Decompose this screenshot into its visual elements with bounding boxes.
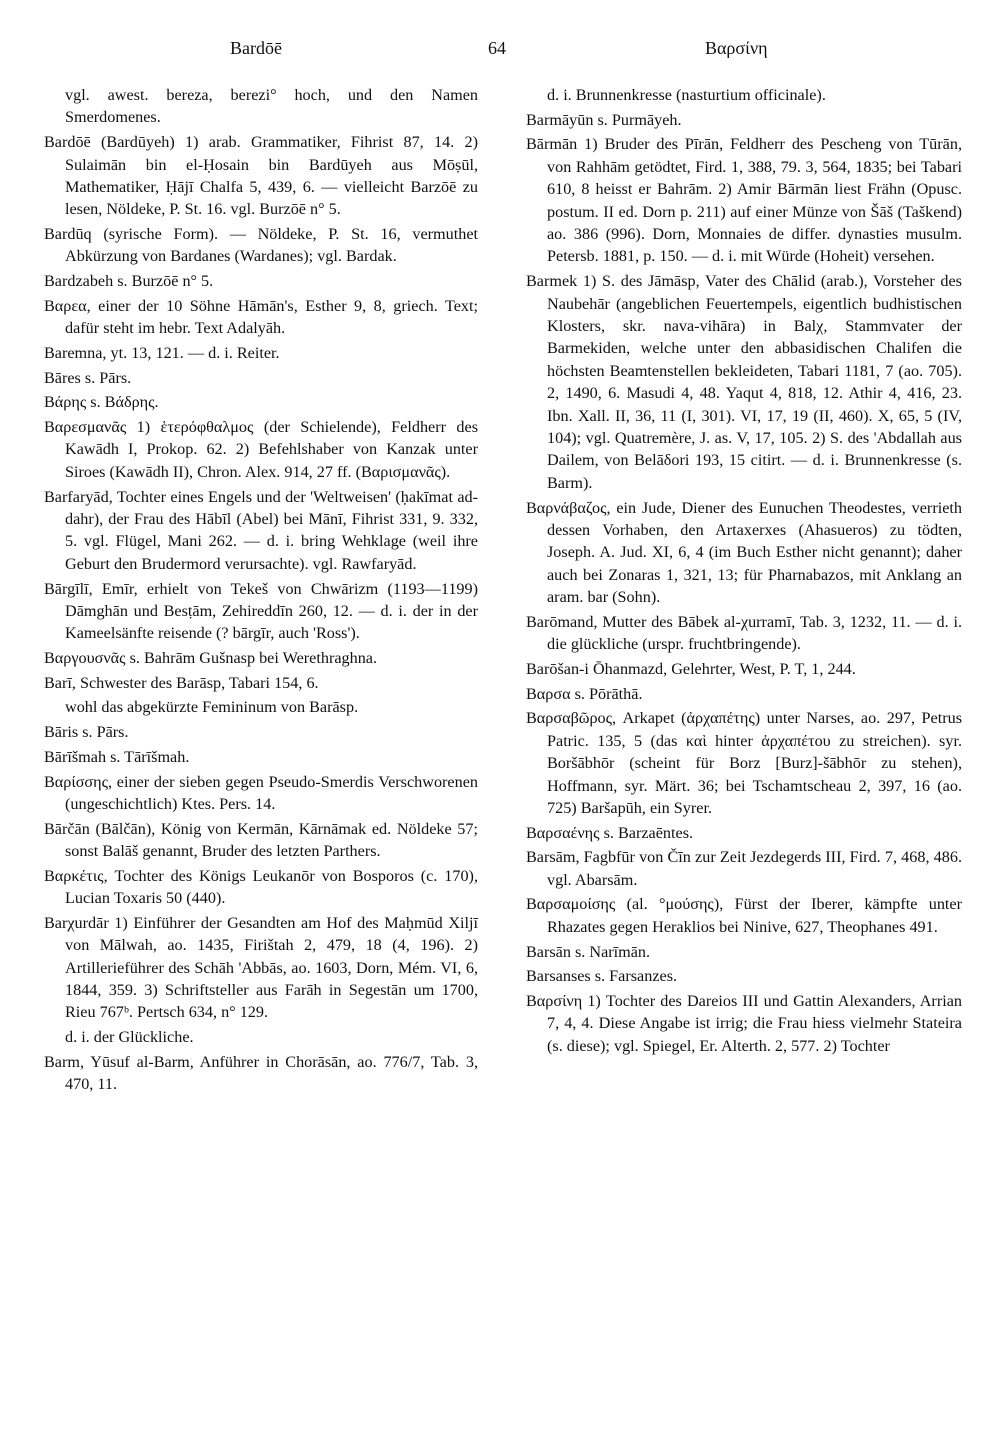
dictionary-entry: Bārmān 1) Bruder des Pīrān, Feldherr des Pescheng von Tūrān, von Rahhām getödtet, Fird. 1, 388, 79. 3, 564, 1835; bei Tabari 610, 8 heisst er Bahrām. 2) Amir Bārmān liest Frähn (Opusc. postum. II ed. Dorn p. 211) auf einer Münze von Šāš (Taškend) ao. 386 (996). Dorn, Monnaies de differ. dynasties musulm. Petersb. 1881, p. 150. — d. i. mit Würde (Hoheit) versehen. (526, 135, 962, 266)
dictionary-entry: Bardūq (syrische Form). — Nöldeke, P. St. 16, vermuthet Abkürzung von Bardanes (Wardanes); vgl. Bardak. (44, 225, 478, 266)
dictionary-entry: Barχurdār 1) Einführer der Gesandten am Hof des Maḥmūd Xiljī von Mālwah, ao. 1435, Firištah 2, 479, 18 (4, 196). 2) Artillerieführer des Schāh 'Abbās, ao. 1603, Dorn, Mém. VI, 6, 1844, 359. 3) Schriftsteller aus Farāh in Segestān um 1700, Rieu 767ᵇ. Pertsch 634, n° 129. (44, 913, 478, 1022)
dictionary-entry: Bārčān (Bālčān), König von Kermān, Kārnāmak ed. Nöldeke 57; sonst Balāš genannt, Bruder des letzten Parthers. (44, 819, 478, 861)
dictionary-entry: Bāris s. Pārs. (44, 723, 129, 742)
dictionary-entry: Βάρης s. Βάδρης. (44, 393, 159, 412)
dictionary-entry: Barsān s. Narīmān. (526, 942, 651, 961)
dictionary-entry: vgl. awest. bereza, berezi° hoch, und den Namen Smerdomenes. (65, 86, 478, 127)
header-right-keyword: Βαρσίνη (705, 38, 768, 58)
dictionary-entry: Barī, Schwester des Barāsp, Tabari 154, 6. (44, 673, 319, 692)
dictionary-entry: Βαρσαένης s. Barzaēntes. (526, 823, 694, 842)
dictionary-entry: d. i. der Glückliche. (65, 1028, 194, 1047)
dictionary-entry: Βαρκέτις, Tochter des Königs Leukanōr von Bosporos (c. 170), Lucian Toxaris 50 (440). (44, 866, 478, 908)
dictionary-entry: Βαρσα s. Pōrāthā. (526, 684, 643, 703)
dictionary-entry: Bāres s. Pārs. (44, 368, 132, 387)
dictionary-entry: d. i. Brunnenkresse (nasturtium officinale). (547, 86, 826, 104)
dictionary-entry: Βαρεα, einer der 10 Söhne Hāmān's, Esther 9, 8, griech. Text; dafür steht im hebr. Text Adalyāh. (44, 296, 478, 338)
dictionary-entry: Βαρσίνη 1) Tochter des Dareios III und Gattin Alexanders, Arrian 7, 4, 4. Diese Angabe ist irrig; die Frau hiess vielmehr Stateira (s. diese); vgl. Spiegel, Er. Alterth. 2, 577. 2) Tochter (526, 992, 962, 1055)
dictionary-entry: Βαργουσνᾶς s. Bahrām Gušnasp bei Werethraghna. (44, 649, 378, 668)
left-column (44, 84, 478, 1098)
running-header (44, 38, 962, 66)
dictionary-entry: Barōmand, Mutter des Bābek al-χurramī, Tab. 3, 1232, 11. — d. i. die glückliche (urspr. fruchtbringende). (526, 612, 962, 654)
dictionary-entry: Βαρσαμοίσης (al. °μούσης), Fürst der Iberer, kämpfte unter Rhazates gegen Heraklios bei Ninive, 627, Theophanes 491. (526, 895, 962, 936)
dictionary-entry: Barsām, Fagbfūr von Čīn zur Zeit Jezdegerds III, Fird. 7, 468, 486. vgl. Abarsām. (526, 848, 962, 889)
dictionary-entry: Barm, Yūsuf al-Barm, Anführer in Chorāsān, ao. 776/7, Tab. 3, 470, 11. (44, 1052, 478, 1094)
dictionary-entry: Bārgīlī, Emīr, erhielt von Tekeš von Chwārizm (1193—1199) Dāmghān und Besṭām, Zehireddīn 260, 12. — d. i. der in der Kameelsänfte reisende (? bārgīr, auch 'Ross'). (44, 579, 478, 643)
right-column (526, 84, 962, 1060)
dictionary-entry: Bardōē (Bardūyeh) 1) arab. Grammatiker, Fihrist 87, 14. 2) Sulaimān bin el-Ḥosain bin Bardūyeh aus Mōṣūl, Mathematiker, Ḥājī Chalfa 5, 439, 6. — vielleicht Barzōē zu lesen, Nöldeke, P. St. 16. vgl. Burzōē n° 5. (44, 133, 478, 219)
page-number: 64 (488, 38, 506, 58)
dictionary-entry: Barmāyūn s. Purmāyeh. (526, 110, 682, 129)
dictionary-entry: Βαρσαβῶρος, Arkapet (ἀρχαπέτης) unter Narses, ao. 297, Petrus Patric. 135, 5 (das καὶ hinter ἀρχαπέτου zu streichen). syr. Boršābhōr (scheint für Borz [Burz]-šābhōr zu stehen), Hoffmann, syr. Märt. 36; bei Tschamtscheau 2, 397, 16 (ao. 725) Baršapūh, ein Syrer. (526, 709, 962, 817)
dictionary-entry: Barfaryād, Tochter eines Engels und der 'Weltweisen' (ḥakīmat ad-dahr), der Frau des Hābīl (Abel) bei Mānī, Fihrist 331, 9. 332, 5. vgl. Flügel, Mani 262. — d. i. bring Wehklage (weil ihre Geburt den Brudermord verursachte). vgl. Rawfaryād. (44, 487, 478, 573)
dictionary-entry: Βαρνάβαζος, ein Jude, Diener des Eunuchen Theodestes, verrieth dessen Vorhaben, den Artaxerxes (Ahasueros) zu tödten, Joseph. A. Jud. XI, 6, 4 (im Buch Esther nicht genannt); daher auch bei Zonaras 1, 321, 13; für Pharnabazos, mit Anklang an aram. bar (Sohn). (526, 498, 962, 607)
dictionary-entry: Βαρίσσης, einer der sieben gegen Pseudo-Smerdis Verschworenen (ungeschichtlich) Ktes. Pers. 14. (44, 772, 478, 813)
dictionary-entry: wohl das abgekürzte Femininum von Barāsp. (65, 698, 359, 717)
dictionary-entry: Bārīšmah s. Tārīšmah. (44, 747, 190, 766)
dictionary-entry: Barmek 1) S. des Jāmāsp, Vater des Chālid (arab.), Vorsteher des Naubehār (angeblichen Feuertempels, eigentlich budhistischen Klosters, skr. nava-vihāra) in Balχ, Stammvater der Barmekiden, welche unter den abbasidischen Chalifen die höchsten Beamtenstellen bekleideten, Tabari 1181, 7 (ao. 705). 2, 1490, 6. Masudi 4, 48. Yaqut 4, 818, 12. Athir 4, 416, 23. Ibn. Xall. II, 36, 11 (I, 301). VI, 17, 19 (II, 460). X, 65, 5 (IV, 104); vgl. Quatremère, J. as. V, 17, 105. 2) S. des 'Abdallah aus Dailem, von Belāδori 193, 15 citirt. — d. i. Brunnenkresse (s. Barm). (526, 272, 962, 492)
dictionary-entry: Barōšan-i Ōhanmazd, Gelehrter, West, P. T, 1, 244. (526, 659, 856, 678)
dictionary-entry: Bardzabeh s. Burzōē n° 5. (44, 272, 214, 291)
header-left-keyword: Bardōē (230, 38, 282, 58)
dictionary-entry: Βαρεσμανᾶς 1) ἑτερόφθαλμος (der Schielende), Feldherr des Kawādh I, Prokop. 62. 2) Befehlshaber von Kanzak unter Siroes (Kawādh II), Chron. Alex. 914, 27 ff. (Βαρισμανᾶς). (44, 418, 478, 481)
dictionary-entry: Barsanses s. Farsanzes. (526, 967, 678, 986)
dictionary-entry: Baremna, yt. 13, 121. — d. i. Reiter. (44, 343, 280, 362)
